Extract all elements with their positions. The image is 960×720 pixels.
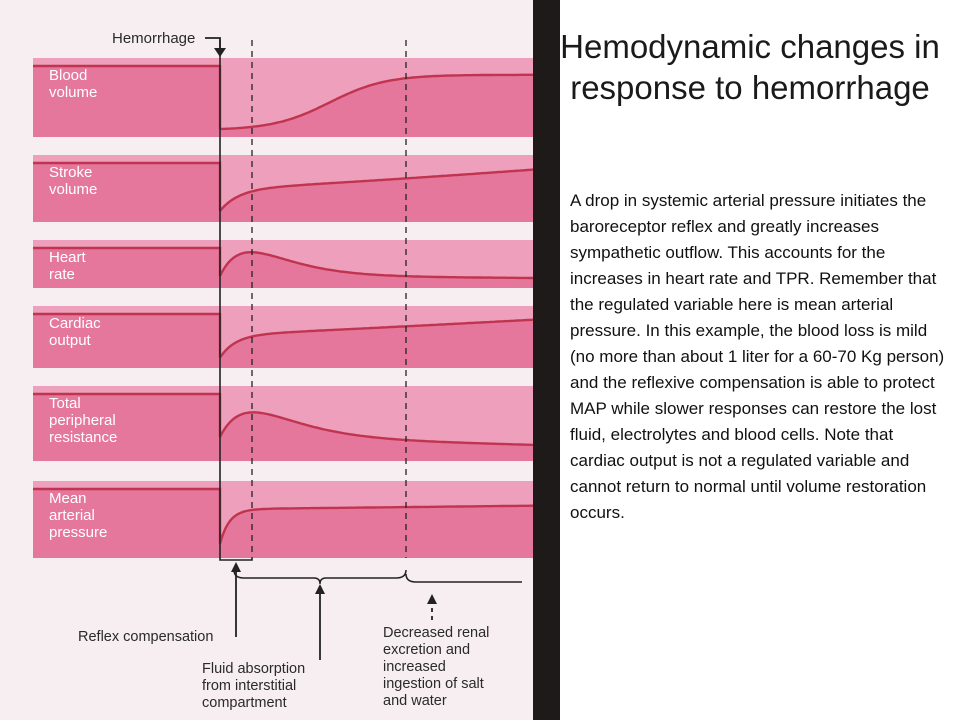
panel-label-line: output bbox=[49, 332, 91, 349]
hemorrhage-label: Hemorrhage bbox=[112, 30, 196, 47]
panel-label-stroke-volume bbox=[49, 164, 97, 198]
phase-label-line: and water bbox=[383, 693, 447, 709]
panel-label-line: Mean bbox=[49, 490, 87, 507]
phase-label-reflex bbox=[78, 629, 213, 645]
phase-label-line: compartment bbox=[202, 695, 287, 711]
panels-layer bbox=[33, 58, 533, 558]
panel-label-line: Heart bbox=[49, 249, 86, 266]
panel-cardiac-output bbox=[33, 306, 533, 368]
panel-label-line: volume bbox=[49, 181, 98, 198]
panel-label-line: rate bbox=[49, 266, 75, 283]
phase-label-line: increased bbox=[383, 659, 446, 675]
panel-label-line: resistance bbox=[49, 429, 118, 446]
panel-label-line: Blood bbox=[49, 67, 88, 84]
page-title: Hemodynamic changes in response to hemorrhage bbox=[560, 28, 940, 106]
book-binding-edge bbox=[533, 0, 560, 720]
panel-label-line: volume bbox=[49, 84, 98, 101]
phase-label-line: Fluid absorption bbox=[202, 661, 306, 677]
panel-label-line: pressure bbox=[49, 524, 108, 541]
panel-mean-arterial-pressure bbox=[33, 481, 533, 558]
panel-label-line: peripheral bbox=[49, 412, 116, 429]
phase-label-line: Reflex compensation bbox=[78, 629, 214, 645]
panel-total-peripheral-resistance bbox=[33, 386, 533, 461]
phase-label-line: ingestion of salt bbox=[383, 676, 484, 692]
panel-heart-rate bbox=[33, 240, 533, 288]
panel-label-line: arterial bbox=[49, 507, 95, 524]
panel-label-line: Total bbox=[49, 395, 81, 412]
panel-stroke-volume bbox=[33, 155, 533, 222]
panel-label-line: Stroke bbox=[49, 164, 93, 181]
page-description: A drop in systemic arterial pressure initiates the baroreceptor reflex and greatly increases sympathetic outflow. This accounts for the increases in heart rate and TPR. Remember that the regulated variable here is mean arterial pressure. In this example, the blood loss is mild (no more than about 1 liter for a 60-70 Kg person) and the reflexive compensation is able to protect MAP while slower responses can restore the lost fluid, electrolytes and blood cells. Note that cardiac output is not a regulated variable and cannot return to normal until volume restoration occurs. bbox=[570, 191, 945, 522]
phase-label-line: Decreased renal bbox=[383, 625, 490, 641]
panel-label-line: Cardiac bbox=[49, 315, 101, 332]
phase-label-line: from interstitial bbox=[202, 678, 297, 694]
panel-blood-volume bbox=[33, 58, 533, 137]
phase-label-line: excretion and bbox=[383, 642, 471, 658]
